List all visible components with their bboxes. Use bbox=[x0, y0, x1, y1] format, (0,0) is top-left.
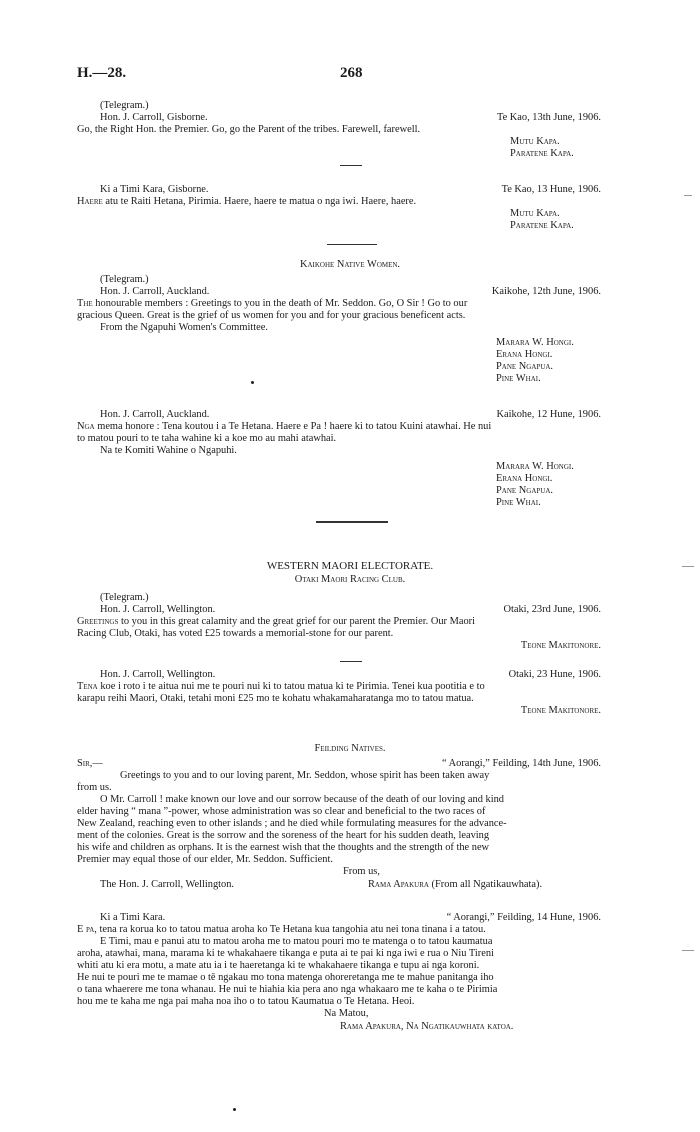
letter-paragraph: E pa, tena ra korua ko to tatou matua aroha ko Te Hetana kua tangohia atu nei tona tinana i a tatou. bbox=[77, 924, 486, 935]
section-heading: WESTERN MAORI ELECTORATE. bbox=[266, 560, 434, 572]
message-body: to matou pouri to te taha wahine ki a koe mo au mahi atawhai. bbox=[77, 433, 337, 444]
signature: Paratene Kapa. bbox=[510, 220, 574, 231]
salutation: Sir,— bbox=[77, 758, 103, 769]
place-date: Kaikohe, 12th June, 1906. bbox=[491, 286, 601, 297]
letter-paragraph: whiti atu ki era motu, a mate atu ia i te haeretanga ki te whakahaere tikanga e tupu ai nga koroni. bbox=[77, 960, 480, 971]
separator-rule bbox=[340, 661, 362, 662]
message-body: karapu reihi Maori, Otaki, tetahi moni £25 mo te kohatu whakamaharatanga mo to tatou matua. bbox=[77, 693, 474, 704]
signature: Erana Hongi. bbox=[496, 349, 553, 360]
signature: Teone Makitonore. bbox=[520, 705, 601, 716]
addressee: Hon. J. Carroll, Wellington. bbox=[100, 669, 216, 680]
message-body: Haere atu te Raiti Hetana, Pirimia. Haere, haere te matua o nga iwi. Haere, haere. bbox=[77, 196, 417, 207]
letter-paragraph: his wife and children as orphans. It is the earnest wish that the thoughts and the strength of the new bbox=[77, 842, 490, 853]
sender-line: From the Ngapuhi Women's Committee. bbox=[100, 322, 268, 333]
message-body: Racing Club, Otaki, has voted £25 towards a memorial-stone for our parent. bbox=[77, 628, 394, 639]
section-subheading: Otaki Maori Racing Club. bbox=[294, 574, 406, 585]
signature: Paratene Kapa. bbox=[510, 148, 574, 159]
place-date: “ Aorangi,” Feilding, 14 Hune, 1906. bbox=[446, 912, 601, 923]
scan-mark bbox=[682, 950, 694, 951]
message-body: gracious Queen. Great is the grief of us women for you and for your gracious beneficent acts. bbox=[77, 310, 466, 321]
telegram-label: (Telegram.) bbox=[100, 100, 149, 111]
signature: Erana Hongi. bbox=[496, 473, 553, 484]
addressee: Hon. J. Carroll, Auckland. bbox=[100, 409, 210, 420]
signature: Marara W. Hongi. bbox=[496, 337, 574, 348]
letter-paragraph: He nui te pouri me te mamae o tē ngakau mo tona matenga ohoreretanga me te mahue panitanga iho bbox=[77, 972, 494, 983]
place-date: “ Aorangi,” Feilding, 14th June, 1906. bbox=[441, 758, 601, 769]
letter-paragraph: from us. bbox=[77, 782, 112, 793]
signature: Mutu Kapa. bbox=[510, 208, 560, 219]
signature: Pane Ngapua. bbox=[496, 361, 553, 372]
place-date: Otaki, 23 Hune, 1906. bbox=[508, 669, 601, 680]
signature: Rama Apakura (From all Ngatikauwhata). bbox=[368, 879, 543, 890]
scan-mark bbox=[682, 566, 694, 567]
separator-rule bbox=[327, 244, 377, 245]
addressee: Hon. J. Carroll, Wellington. bbox=[100, 604, 216, 615]
message-body: Nga mema honore : Tena koutou i a Te Hetana. Haere e Pa ! haere ki to tatou Kuini atawhai. He nui bbox=[77, 421, 492, 432]
letter-paragraph: aroha, atawhai, mana, marama ki te whakahaere tikanga e puta ai te pai ki nga iwi e rua o Niu Tireni bbox=[77, 948, 494, 959]
signature: Pine Whai. bbox=[496, 497, 541, 508]
signature: Rama Apakura, Na Ngatikauwhata katoa. bbox=[340, 1021, 514, 1032]
letter-paragraph: elder having “ mana ”-power, whose administration was so clear and beneficial to the two races of bbox=[77, 806, 486, 817]
addressee: Hon. J. Carroll, Gisborne. bbox=[100, 112, 208, 123]
signature: Teone Makitonore. bbox=[520, 640, 601, 651]
addressee: Hon. J. Carroll, Auckland. bbox=[100, 286, 210, 297]
message-body: Go, the Right Hon. the Premier. Go, go the Parent of the tribes. Farewell, farewell. bbox=[77, 124, 421, 135]
place-date: Otaki, 23rd June, 1906. bbox=[503, 604, 601, 615]
closing-line: From us, bbox=[343, 866, 380, 877]
letter-paragraph: O Mr. Carroll ! make known our love and our sorrow because of the death of our loving and kind bbox=[100, 794, 504, 805]
place-date: Kaikohe, 12 Hune, 1906. bbox=[496, 409, 601, 420]
report-reference: H.—28. bbox=[77, 65, 127, 81]
scan-mark bbox=[684, 195, 692, 196]
signature: Mutu Kapa. bbox=[510, 136, 560, 147]
letter-paragraph: hou me te kaha me nga pai maha noa iho o to tatou Kaumatua o Te Hetana. Heoi. bbox=[77, 996, 415, 1007]
closing-line: Na Matou, bbox=[324, 1008, 369, 1019]
place-date: Te Kao, 13 Hune, 1906. bbox=[501, 184, 601, 195]
signature: Pine Whai. bbox=[496, 373, 541, 384]
letter-paragraph: o tana whaerere me tona whanau. He nui te hiahia kia pera ano nga whakaaro me te kaha o te Pirimia bbox=[77, 984, 498, 995]
place-date: Te Kao, 13th June, 1906. bbox=[496, 112, 601, 123]
section-heading: Kaikohe Native Women. bbox=[299, 259, 401, 270]
letter-paragraph: New Zealand, reaching even to other islands ; and he died while formulating measures for the advance- bbox=[77, 818, 507, 829]
addressee: The Hon. J. Carroll, Wellington. bbox=[100, 879, 235, 890]
addressee: Ki a Timi Kara. bbox=[100, 912, 166, 923]
page-number: 268 bbox=[340, 65, 363, 81]
message-body: The honourable members : Greetings to you in the death of Mr. Seddon. Go, O Sir ! Go to our bbox=[77, 298, 468, 309]
telegram-label: (Telegram.) bbox=[100, 274, 149, 285]
letter-paragraph: ment of the colonies. Great is the sorrow and the soreness of the heart for his sudden death, leaving bbox=[77, 830, 490, 841]
letter-paragraph: Premier may equal those of our elder, Mr. Seddon. Sufficient. bbox=[77, 854, 333, 865]
message-body: Greetings to you in this great calamity and the great grief for our parent the Premier. Our Maori bbox=[77, 616, 475, 627]
telegram-label: (Telegram.) bbox=[100, 592, 149, 603]
signature: Pane Ngapua. bbox=[496, 485, 553, 496]
separator-rule bbox=[316, 521, 388, 523]
print-speck bbox=[233, 1108, 236, 1111]
section-heading: Feilding Natives. bbox=[314, 743, 386, 754]
sender-line: Na te Komiti Wahine o Ngapuhi. bbox=[100, 445, 237, 456]
message-body: Tena koe i roto i te aitua nui me te pouri nui ki to tatou matua ki te Pirimia. Tenei kua pootitia e to bbox=[77, 681, 485, 692]
letter-paragraph: Greetings to you and to our loving parent, Mr. Seddon, whose spirit has been taken away bbox=[120, 770, 490, 781]
letter-paragraph: E Timi, mau e panui atu to matou aroha me to matou pouri mo te matenga o to tatou kaumatua bbox=[100, 936, 493, 947]
separator-rule bbox=[340, 165, 362, 166]
signature: Marara W. Hongi. bbox=[496, 461, 574, 472]
addressee: Ki a Timi Kara, Gisborne. bbox=[100, 184, 209, 195]
print-speck bbox=[251, 381, 254, 384]
